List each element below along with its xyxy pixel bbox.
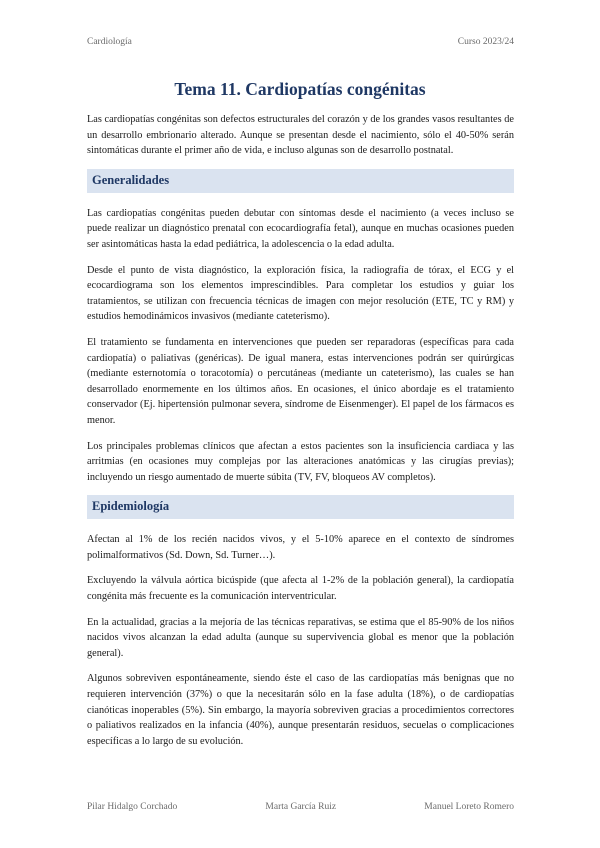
footer-author-2: Marta García Ruiz xyxy=(265,802,337,812)
section-heading-generalidades: Generalidades xyxy=(87,169,514,193)
paragraph: Excluyendo la válvula aórtica bicúspide (que afecta al 1-2% de la población general), la cardiopatía congénita más frecuente es la comunicación interventricular. xyxy=(87,575,514,603)
header-course-year: Curso 2023/24 xyxy=(457,37,514,47)
footer-author-3: Manuel Loreto Romero xyxy=(424,802,514,812)
section-heading-epidemiologia: Epidemiología xyxy=(87,495,514,519)
paragraph: Algunos sobreviven espontáneamente, siendo éste el caso de las cardiopatías más benignas que no requieren intervención (37%) o que la necesitarán sólo en la fase adulta (18%), o de cardiopatías cianóticas inoperables (5%). Sin embargo, la mayoría sobreviven gracias a procedimientos correctores o paliativos realizados en la infancia (40%), aunque presentarán residuos, secuelas o complicaciones específicas a lo largo de su evolución. xyxy=(87,673,514,747)
page-footer xyxy=(87,802,514,812)
page-title: Tema 11. Cardiopatías congénitas xyxy=(174,79,426,99)
header-course-name: Cardiología xyxy=(87,37,132,47)
paragraph: Desde el punto de vista diagnóstico, la exploración física, la radiografía de tórax, el ECG y el ecocardiograma son los elementos imprescindibles. Para completar los estudios y guiar los tratamientos, se utilizan con frecuencia técnicas de imagen con mejor resolución (ETE, TC y RM) y estudios hemodinámicos invasivos (mediante cateterismo). xyxy=(87,264,514,323)
paragraph: En la actualidad, gracias a la mejoría de las técnicas reparativas, se estima que el 85-90% de los niños nacidos vivos alcanzan la edad adulta (aunque su supervivencia global es menor que la población general). xyxy=(87,616,514,659)
page-header xyxy=(87,37,514,47)
intro-paragraph: Las cardiopatías congénitas son defectos estructurales del corazón y de los grandes vasos resultantes de un desarrollo embrionario alterado. Aunque se presentan desde el nacimiento, sólo el 40-50% serán sintomáticas durante el primer año de vida, e incluso algunas son de desarrollo postnatal. xyxy=(87,114,514,157)
document-body xyxy=(87,112,514,759)
paragraph: Los principales problemas clínicos que afectan a estos pacientes son la insuficiencia cardiaca y las arritmias (en ocasiones muy complejas por las alteraciones anatómicas y las cirugías previas); incluyendo un riesgo aumentado de muerte súbita (TV, FV, bloqueos AV completos). xyxy=(87,440,514,483)
paragraph: Afectan al 1% de los recién nacidos vivos, y el 5-10% aparece en el contexto de síndromes polimalformativos (Sd. Down, Sd. Turner…). xyxy=(87,534,514,561)
footer-author-1: Pilar Hidalgo Corchado xyxy=(87,802,178,812)
paragraph: Las cardiopatías congénitas pueden debutar con síntomas desde el nacimiento (a veces incluso se puede realizar un diagnóstico prenatal con ecocardiografía fetal), aunque en muchas ocasiones pueden ser asintomáticas hasta la edad pediátrica, la adolescencia o la edad adulta. xyxy=(87,207,514,250)
paragraph: El tratamiento se fundamenta en intervenciones que pueden ser reparadoras (específicas para cada cardiopatía) o paliativas (genéricas). De igual manera, estas intervenciones podrán ser quirúrgicas (mediante esternotomía o toracotomía) o percutáneas (mediante un cateterismo), las cuales se han desarrollado enormemente en los últimos años. En ocasiones, el único abordaje es el tratamiento conservador (Ej. hipertensión pulmonar severa, síndrome de Eisenmenger). El papel de los fármacos es menor. xyxy=(87,336,514,426)
